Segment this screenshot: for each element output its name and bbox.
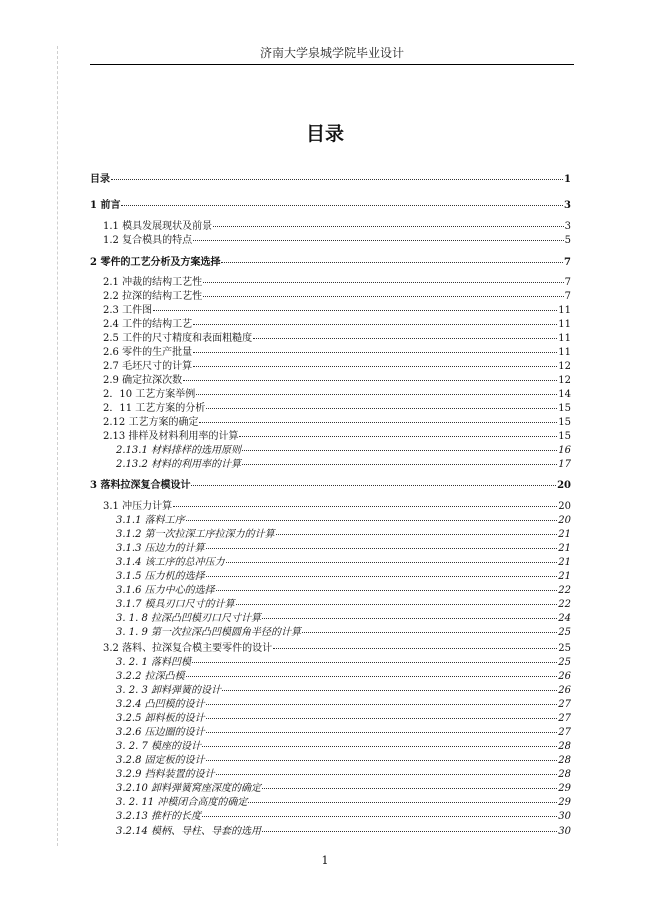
toc-entry-page: 16: [558, 445, 571, 456]
toc-leader-dots: [183, 380, 557, 381]
toc-leader-dots: [202, 746, 557, 747]
toc-entry[interactable]: [90, 480, 571, 492]
toc-leader-dots: [236, 604, 558, 605]
toc-entry[interactable]: [116, 543, 571, 555]
toc-entry-label: 1.2 复合模具的特点: [103, 235, 193, 246]
toc-entry-page: 26: [558, 671, 571, 682]
toc-entry-page: 25: [558, 643, 571, 654]
toc-entry-page: 29: [558, 783, 571, 794]
toc-entry-page: 22: [558, 585, 571, 596]
toc-entry-label: 3. 2. 3 卸料弹簧的设计: [116, 685, 221, 696]
toc-entry-label: 3. 2. 11 冲模闭合高度的确定: [116, 797, 248, 808]
toc-entry-label: 3.2.4 凸凹模的设计: [116, 699, 205, 710]
toc-entry-page: 15: [558, 431, 571, 442]
toc-entry-label: 3.2.2 拉深凸模: [116, 671, 185, 682]
toc-entry[interactable]: [116, 685, 571, 697]
toc-entry[interactable]: [116, 699, 571, 711]
toc-leader-dots: [213, 226, 564, 227]
toc-entry-label: 3.2.14 模柄、导柱、导套的选用: [116, 826, 261, 837]
toc-entry-label: 2.4 工件的结构工艺: [103, 319, 193, 330]
toc-entry-label: 3.2.8 固定板的设计: [116, 755, 205, 766]
toc-entry[interactable]: [116, 529, 571, 541]
toc-leader-dots: [203, 296, 564, 297]
toc-leader-dots: [186, 520, 558, 521]
toc-entry-label: 3.2.9 挡料装置的设计: [116, 769, 215, 780]
toc-entry-page: 21: [558, 557, 571, 568]
toc-entry-label: 3.2.5 卸料板的设计: [116, 713, 205, 724]
toc-leader-dots: [173, 506, 557, 507]
toc-leader-dots: [206, 760, 558, 761]
toc-entry[interactable]: [116, 741, 571, 753]
toc-entry-label: 3.1.6 压力中心的选择: [116, 585, 215, 596]
toc-entry[interactable]: [103, 501, 571, 513]
toc-entry-page: 15: [558, 403, 571, 414]
toc-entry-label: 3.2.13 推杆的长度: [116, 811, 201, 822]
toc-entry-page: 11: [558, 347, 571, 358]
toc-leader-dots: [302, 632, 557, 633]
toc-entry-page: 25: [558, 627, 571, 638]
toc-leader-dots: [202, 816, 557, 817]
toc-entry-label: 3.2.10 卸料弹簧窝座深度的确定: [116, 783, 261, 794]
toc-entry-label: 2.13.2 材料的利用率的计算: [116, 459, 241, 470]
toc-leader-dots: [193, 366, 557, 367]
toc-entry-page: 11: [558, 319, 571, 330]
toc-entry-label: 2.3 工件图: [103, 305, 153, 316]
toc-entry-page: 12: [558, 361, 571, 372]
toc-entry-label: 3. 1. 9 第一次拉深凸凹模圆角半径的计算: [116, 627, 301, 638]
toc-leader-dots: [206, 704, 558, 705]
toc-leader-dots: [262, 831, 557, 832]
toc-entry-label: 2.5 工件的尺寸精度和表面粗糙度: [103, 333, 253, 344]
toc-entry-label: 2．11 工艺方案的分析: [103, 403, 206, 414]
toc-entry-page: 30: [558, 826, 571, 837]
toc-entry-page: 11: [558, 333, 571, 344]
toc-entry-page: 12: [558, 375, 571, 386]
toc-entry-label: 3 落料拉深复合模设计: [90, 480, 191, 491]
toc-entry-page: 27: [558, 699, 571, 710]
toc-entry[interactable]: [116, 713, 571, 725]
toc-entry[interactable]: [103, 235, 571, 247]
toc-entry[interactable]: [103, 643, 571, 655]
toc-entry-label: 2.7 毛坯尺寸的计算: [103, 361, 193, 372]
toc-entry[interactable]: [103, 291, 571, 303]
toc-leader-dots: [242, 464, 557, 465]
toc-entry-page: 21: [558, 571, 571, 582]
toc-leader-dots: [111, 179, 563, 180]
toc-entry[interactable]: [90, 174, 571, 186]
toc-entry-page: 28: [558, 769, 571, 780]
toc-leader-dots: [206, 408, 557, 409]
page-number: 1: [321, 854, 329, 867]
toc-entry-page: 7: [564, 291, 571, 302]
toc-entry[interactable]: [116, 571, 571, 583]
toc-entry-label: 3.1.7 模具刃口尺寸的计算: [116, 599, 235, 610]
toc-entry-page: 15: [558, 417, 571, 428]
toc-leader-dots: [239, 436, 557, 437]
toc-entry[interactable]: [116, 613, 571, 625]
toc-leader-dots: [193, 324, 557, 325]
toc-entry-page: 20: [558, 515, 571, 526]
toc-entry-label: 2.12 工艺方案的确定: [103, 417, 199, 428]
toc-leader-dots: [193, 352, 557, 353]
toc-entry[interactable]: [116, 585, 571, 597]
toc-entry-label: 3.1.1 落料工序: [116, 515, 185, 526]
toc-entry-page: 27: [558, 727, 571, 738]
toc-leader-dots: [196, 394, 557, 395]
toc-entry-label: 2 零件的工艺分析及方案选择: [90, 257, 221, 268]
toc-entry-label: 3.1.2 第一次拉深工序拉深力的计算: [116, 529, 275, 540]
page-title: 目录: [305, 123, 344, 145]
toc-leader-dots: [216, 774, 558, 775]
toc-entry[interactable]: [116, 727, 571, 739]
toc-entry[interactable]: [103, 347, 571, 359]
toc-entry-page: 27: [558, 713, 571, 724]
toc-entry[interactable]: [116, 783, 571, 795]
toc-entry-page: 28: [558, 755, 571, 766]
toc-leader-dots: [203, 282, 564, 283]
toc-entry[interactable]: [90, 200, 571, 212]
toc-entry-label: 3.1.3 压边力的计算: [116, 543, 205, 554]
toc-entry-label: 2.6 零件的生产批量: [103, 347, 193, 358]
toc-entry-page: 24: [558, 613, 571, 624]
toc-entry[interactable]: [116, 657, 571, 669]
toc-entry[interactable]: [103, 417, 571, 429]
toc-leader-dots: [273, 648, 557, 649]
toc-leader-dots: [222, 690, 557, 691]
toc-entry[interactable]: [103, 375, 571, 387]
toc-entry-label: 3. 2. 7 模座的设计: [116, 741, 201, 752]
toc-leader-dots: [153, 310, 557, 311]
toc-entry-label: 3.2 落料、拉深复合模主要零件的设计: [103, 643, 273, 654]
toc-entry-page: 25: [558, 657, 571, 668]
toc-leader-dots: [262, 788, 557, 789]
toc-entry-page: 3: [564, 221, 571, 232]
toc-leader-dots: [206, 576, 558, 577]
toc-entry[interactable]: [116, 797, 571, 809]
toc-entry-page: 26: [558, 685, 571, 696]
toc-leader-dots: [262, 618, 557, 619]
toc-leader-dots: [191, 485, 556, 486]
toc-entry-label: 2.9 确定拉深次数: [103, 375, 183, 386]
toc-entry[interactable]: [116, 599, 571, 611]
toc-entry-label: 1.1 模具发展现状及前景: [103, 221, 213, 232]
toc-entry-label: 2.13.1 材料排样的选用原则: [116, 445, 241, 456]
toc-entry-page: 21: [558, 543, 571, 554]
toc-entry[interactable]: [103, 361, 571, 373]
toc-leader-dots: [221, 262, 563, 263]
toc-entry-label: 3.2.6 压边圈的设计: [116, 727, 205, 738]
toc-entry-label: 2．10 工艺方案举例: [103, 389, 196, 400]
toc-entry[interactable]: [103, 333, 571, 345]
toc-leader-dots: [216, 590, 558, 591]
toc-entry[interactable]: [103, 277, 571, 289]
toc-leader-dots: [199, 422, 557, 423]
toc-entry-label: 2.13 排样及材料利用率的计算: [103, 431, 239, 442]
toc-entry-label: 1 前言: [90, 200, 121, 211]
toc-entry[interactable]: [103, 431, 571, 443]
toc-entry[interactable]: [116, 755, 571, 767]
toc-entry-page: 20: [558, 501, 571, 512]
toc-entry[interactable]: [116, 769, 571, 781]
toc-entry-page: 7: [564, 277, 571, 288]
toc-entry-page: 28: [558, 741, 571, 752]
toc-entry[interactable]: [116, 627, 571, 639]
toc-entry[interactable]: [116, 671, 571, 683]
toc-entry[interactable]: [116, 445, 571, 457]
toc-leader-dots: [192, 662, 557, 663]
toc-entry-page: 14: [558, 389, 571, 400]
toc-leader-dots: [276, 534, 558, 535]
toc-entry-label: 目录: [90, 174, 110, 185]
toc-leader-dots: [206, 718, 558, 719]
toc-leader-dots: [253, 338, 557, 339]
toc-leader-dots: [206, 548, 558, 549]
toc-entry[interactable]: [116, 515, 571, 527]
toc-entry[interactable]: [103, 221, 571, 233]
toc-entry-page: 29: [558, 797, 571, 808]
toc-entry-page: 20: [557, 480, 571, 491]
toc-entry-label: 2.1 冲裁的结构工艺性: [103, 277, 203, 288]
toc-entry[interactable]: [116, 811, 571, 823]
toc-entry-page: 22: [558, 599, 571, 610]
toc-leader-dots: [121, 205, 563, 206]
toc-entry-page: 5: [564, 235, 571, 246]
toc-entry-page: 3: [564, 200, 571, 211]
toc-entry[interactable]: [103, 319, 571, 331]
toc-entry-label: 3. 2. 1 落料凹模: [116, 657, 191, 668]
toc-entry-page: 30: [558, 811, 571, 822]
toc-entry-label: 3.1 冲压力计算: [103, 501, 173, 512]
toc-entry[interactable]: [103, 389, 571, 401]
toc-leader-dots: [193, 240, 564, 241]
toc-entry[interactable]: [103, 305, 571, 317]
toc-entry-page: 11: [558, 305, 571, 316]
toc-leader-dots: [248, 802, 557, 803]
toc-entry-page: 7: [564, 257, 571, 268]
toc-entry[interactable]: [116, 826, 571, 838]
toc-entry-label: 3.1.4 该工序的总冲压力: [116, 557, 225, 568]
toc-entry-page: 1: [564, 174, 571, 185]
toc-leader-dots: [206, 732, 558, 733]
page-header: 济南大学泉城学院毕业设计: [90, 44, 574, 65]
toc-entry[interactable]: [116, 557, 571, 569]
toc-leader-dots: [242, 450, 557, 451]
toc-entry[interactable]: [103, 403, 571, 415]
toc-entry-label: 2.2 拉深的结构工艺性: [103, 291, 203, 302]
toc-entry-page: 17: [558, 459, 571, 470]
toc-entry-label: 3.1.5 压力机的选择: [116, 571, 205, 582]
toc-entry[interactable]: [116, 459, 571, 471]
toc-leader-dots: [186, 676, 558, 677]
toc-entry-label: 3. 1. 8 拉深凸凹模刃口尺寸计算: [116, 613, 261, 624]
toc-leader-dots: [226, 562, 558, 563]
toc-entry-page: 21: [558, 529, 571, 540]
toc-entry[interactable]: [90, 257, 571, 269]
